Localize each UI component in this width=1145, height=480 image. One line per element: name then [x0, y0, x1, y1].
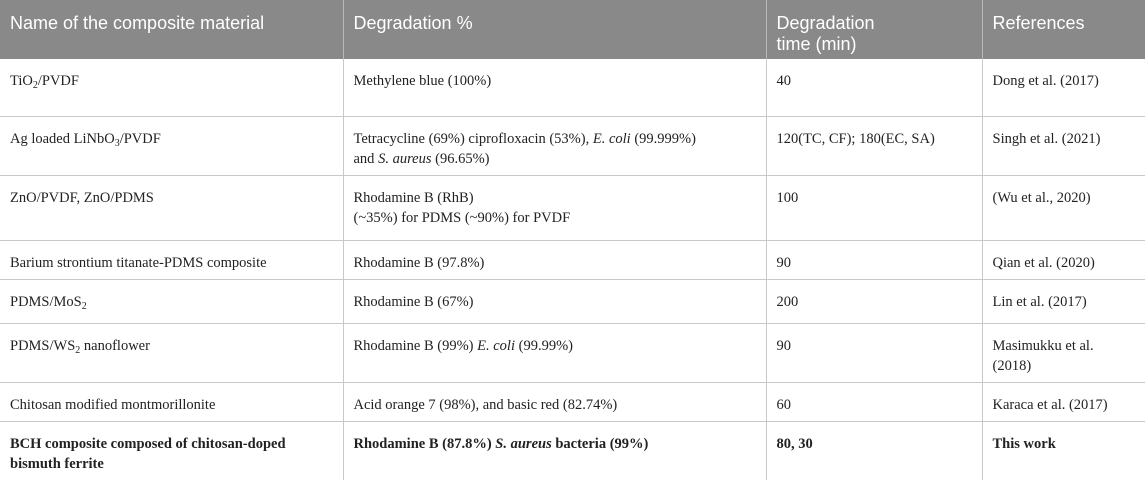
degradation-text: (99.999%): [630, 130, 696, 147]
cell-time: 40: [766, 59, 982, 116]
cell-degradation: Rhodamine B (97.8%): [343, 240, 766, 279]
material-line: bismuth ferrite: [10, 455, 104, 472]
organism-name: E. coli: [477, 337, 515, 354]
table-row: [0, 59, 1145, 116]
material-text: PDMS/WS: [10, 337, 76, 354]
material-text: TiO: [10, 73, 33, 89]
table-row: [0, 382, 1145, 421]
cell-reference: Lin et al. (2017): [982, 279, 1145, 323]
organism-name: S. aureus: [495, 435, 552, 452]
degradation-text: and: [353, 150, 379, 167]
header-degradation: Degradation %: [343, 0, 766, 59]
cell-degradation: Acid orange 7 (98%), and basic red (82.74%): [343, 382, 766, 421]
cell-time: 80, 30: [766, 421, 982, 480]
cell-time: 90: [766, 240, 982, 279]
degradation-text: Rhodamine B (99%): [353, 337, 478, 354]
table-row: [0, 279, 1145, 323]
header-time: [766, 0, 982, 59]
organism-name: S. aureus: [378, 150, 432, 167]
reference-line: Masimukku et al.: [992, 337, 1094, 354]
cell-material: ZnO/PVDF, ZnO/PDMS: [0, 175, 343, 240]
cell-reference: Karaca et al. (2017): [982, 382, 1145, 421]
cell-material: [0, 279, 343, 323]
cell-material: [0, 323, 343, 382]
cell-degradation: Methylene blue (100%): [343, 59, 766, 116]
cell-time: 60: [766, 382, 982, 421]
cell-time: 120(TC, CF); 180(EC, SA): [766, 116, 982, 175]
subscript: 2: [32, 80, 38, 91]
cell-reference: Qian et al. (2020): [982, 240, 1145, 279]
table-row: [0, 421, 1145, 480]
subscript: 2: [81, 300, 87, 312]
cell-material: Chitosan modified montmorillonite: [0, 382, 343, 421]
cell-reference: [982, 323, 1145, 382]
table-row: [0, 323, 1145, 382]
cell-degradation: [343, 421, 766, 480]
material-text: Ag loaded LiNbO: [10, 130, 115, 147]
header-time-line1: Degradation: [776, 13, 875, 33]
degradation-text: Rhodamine B (87.8%): [353, 435, 496, 452]
table-row: [0, 240, 1145, 279]
material-text: nanoflower: [80, 337, 150, 354]
table-row: [0, 175, 1145, 240]
cell-degradation: [343, 116, 766, 175]
cell-reference: Dong et al. (2017): [982, 59, 1145, 116]
cell-time: 200: [766, 279, 982, 323]
cell-material: [0, 421, 343, 480]
degradation-text: Tetracycline (69%) ciprofloxacin (53%),: [353, 130, 593, 147]
material-line: BCH composite composed of chitosan-doped: [10, 435, 286, 452]
degradation-line: (~35%) for PDMS (~90%) for PVDF: [353, 209, 571, 226]
cell-material: Barium strontium titanate-PDMS composite: [0, 240, 343, 279]
material-text: /PVDF: [37, 73, 79, 89]
header-references: References: [982, 0, 1145, 59]
degradation-text: bacteria (99%): [551, 435, 649, 452]
material-text: PDMS/MoS: [10, 293, 82, 310]
subscript: 3: [114, 137, 120, 149]
table-header: [0, 0, 1145, 59]
table-row: [0, 116, 1145, 175]
degradation-text: (99.99%): [515, 337, 573, 354]
cell-reference: Singh et al. (2021): [982, 116, 1145, 175]
material-text: /PVDF: [119, 130, 161, 147]
cell-degradation: Rhodamine B (67%): [343, 279, 766, 323]
cell-reference: This work: [992, 435, 1056, 452]
cell-material: [0, 59, 343, 116]
degradation-line: Rhodamine B (RhB): [353, 189, 474, 206]
header-row: [0, 0, 1145, 59]
header-time-line2: time (min): [776, 34, 857, 54]
reference-line: (2018): [992, 357, 1032, 374]
header-material: Name of the composite material: [0, 0, 343, 59]
cell-reference: (Wu et al., 2020): [982, 175, 1145, 240]
cell-time: 100: [766, 175, 982, 240]
cell-material: [0, 116, 343, 175]
organism-name: E. coli: [592, 130, 631, 147]
subscript: 2: [75, 344, 81, 356]
cell-degradation: [343, 323, 766, 382]
degradation-text: (96.65%): [431, 150, 490, 167]
cell-time: 90: [766, 323, 982, 382]
cell-degradation: [343, 175, 766, 240]
